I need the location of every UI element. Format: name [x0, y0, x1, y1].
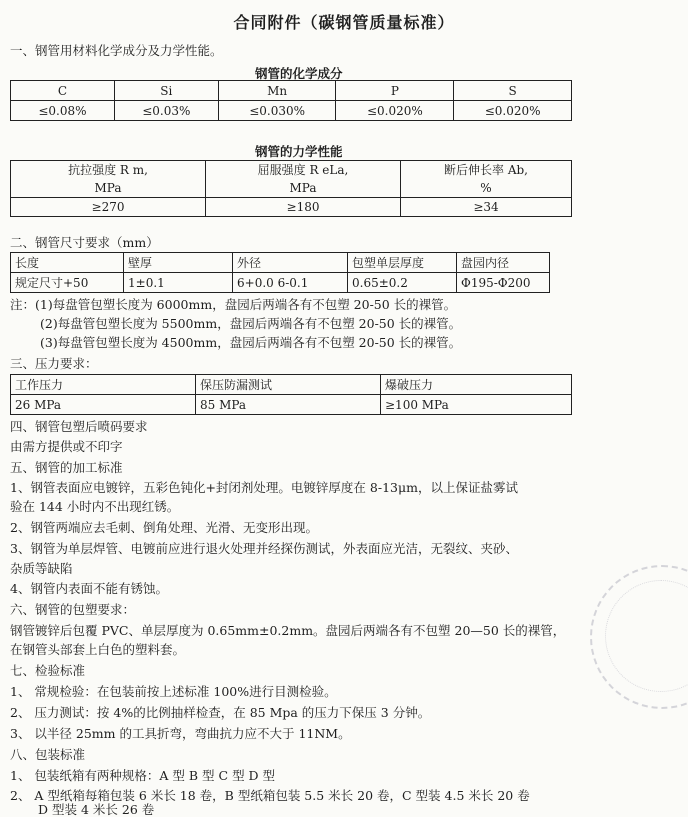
table-cell: ≥180	[206, 198, 401, 217]
table-row	[11, 161, 572, 198]
body-text-line: 3、 以半径 25mm 的工具折弯，弯曲抗力应不大于 11NM。	[10, 726, 351, 741]
table-header-cell: 工作压力	[11, 375, 196, 395]
table-header-cell	[206, 161, 401, 198]
table-cell: ≤0.020%	[336, 101, 454, 121]
table-cell: 规定尺寸+50	[11, 273, 124, 293]
header-line: 屈服强度 R eLa,	[257, 163, 349, 177]
section1-heading: 一、钢管用材料化学成分及力学性能。	[10, 43, 223, 58]
section3-heading: 三、压力要求：	[10, 356, 98, 371]
section5-heading: 五、钢管的加工标准	[10, 460, 123, 475]
table-header-cell	[11, 161, 206, 198]
table-header-cell: Mn	[218, 81, 336, 101]
table-row	[11, 101, 572, 121]
mech-properties-table	[10, 160, 572, 217]
chem-table-title: 钢管的化学成分	[255, 66, 343, 81]
body-text-line: 2、钢管两端应去毛刺、倒角处理、光滑、无变形出现。	[10, 520, 318, 535]
body-text-line: 验在 144 小时内不出现红锈。	[10, 499, 180, 514]
body-text-line: 由需方提供或不印字	[10, 439, 123, 454]
table-row	[11, 81, 572, 101]
table-cell: ≥34	[401, 198, 572, 217]
body-text-line: 在钢管头部套上白色的塑料套。	[10, 642, 186, 657]
table-header-cell: 长度	[11, 253, 124, 273]
table-header-cell: S	[454, 81, 572, 101]
table-cell: ≥100 MPa	[381, 395, 572, 415]
header-line: 抗拉强度 R m,	[68, 163, 148, 177]
table-cell: ≤0.08%	[11, 101, 115, 121]
dimension-note: (3)每盘管包塑长度为 4500mm，盘园后两端各有不包塑 20-50 长的裸管。	[40, 335, 462, 350]
table-cell: 26 MPa	[11, 395, 196, 415]
header-unit: MPa	[94, 181, 122, 195]
table-header-cell: P	[336, 81, 454, 101]
dimension-note: (2)每盘管包塑长度为 5500mm，盘园后两端各有不包塑 20-50 长的裸管。	[40, 316, 462, 331]
table-header-cell: 壁厚	[124, 253, 233, 273]
mech-table-title: 钢管的力学性能	[255, 144, 343, 159]
table-cell: 0.65±0.2	[348, 273, 457, 293]
body-text-line: 1、 常规检验：在包装前按上述标准 100%进行目测检验。	[10, 684, 337, 699]
body-text-line: 2、 A 型纸箱每箱包装 6 米长 18 卷，B 型纸箱包装 5.5 米长 20 卷，C 型装 4.5 米长 20 卷	[10, 788, 530, 803]
table-row	[11, 273, 550, 293]
body-text-line: 1、 包装纸箱有两种规格：A 型 B 型 C 型 D 型	[10, 768, 276, 783]
table-header-cell: C	[11, 81, 115, 101]
table-header-cell: 保压防漏测试	[196, 375, 381, 395]
header-unit: %	[480, 181, 492, 195]
table-cell: ≤0.030%	[218, 101, 336, 121]
table-header-cell: 外径	[233, 253, 348, 273]
table-header-cell	[401, 161, 572, 198]
table-row	[11, 395, 572, 415]
table-row	[11, 375, 572, 395]
body-text-line: 3、钢管为单层焊管、电镀前应进行退火处理并经探伤测试，外表面应光洁，无裂纹、夹砂、	[10, 541, 518, 556]
table-header-cell: Si	[114, 81, 218, 101]
body-text-line: 2、 压力测试：按 4%的比例抽样检查，在 85 Mpa 的压力下保压 3 分钟。	[10, 705, 431, 720]
table-cell: Φ195-Φ200	[457, 273, 550, 293]
chem-composition-table	[10, 80, 572, 121]
table-header-cell: 盘园内径	[457, 253, 550, 273]
table-cell: ≤0.020%	[454, 101, 572, 121]
body-text-line: 1、钢管表面应电镀锌，五彩色钝化+封闭剂处理。电镀锌厚度在 8-13μm，以上保证盐雾试	[10, 480, 518, 495]
table-cell: ≤0.03%	[114, 101, 218, 121]
body-text-line: 4、钢管内表面不能有锈蚀。	[10, 581, 168, 596]
table-cell: ≥270	[11, 198, 206, 217]
header-line: 断后伸长率 Ab,	[444, 163, 528, 177]
section6-heading: 六、钢管的包塑要求：	[10, 602, 136, 617]
section4-heading: 四、钢管包塑后喷码要求	[10, 419, 148, 434]
table-cell: 85 MPa	[196, 395, 381, 415]
table-header-cell: 包塑单层厚度	[348, 253, 457, 273]
dimension-note: 注：(1)每盘管包塑长度为 6000mm，盘园后两端各有不包塑 20-50 长的裸管。	[10, 297, 457, 312]
body-text-line: 杂质等缺陷	[10, 561, 73, 576]
pressure-table	[10, 374, 572, 415]
table-row	[11, 253, 550, 273]
table-row	[11, 198, 572, 217]
body-text-line: D 型装 4 米长 26 卷	[38, 802, 155, 817]
section2-heading: 二、钢管尺寸要求（mm）	[10, 235, 159, 250]
body-text-line: 钢管镀锌后包覆 PVC、单层厚度为 0.65mm±0.2mm。盘园后两端各有不包塑 20—50 长的裸管，	[10, 623, 566, 638]
section8-heading: 八、包装标准	[10, 747, 86, 762]
section7-heading: 七、检验标准	[10, 663, 86, 678]
table-cell: 1±0.1	[124, 273, 233, 293]
table-header-cell: 爆破压力	[381, 375, 572, 395]
header-unit: MPa	[289, 181, 317, 195]
document-title: 合同附件（碳钢管质量标准）	[233, 13, 455, 32]
dimension-table	[10, 252, 550, 293]
table-cell: 6+0.0 6-0.1	[233, 273, 348, 293]
